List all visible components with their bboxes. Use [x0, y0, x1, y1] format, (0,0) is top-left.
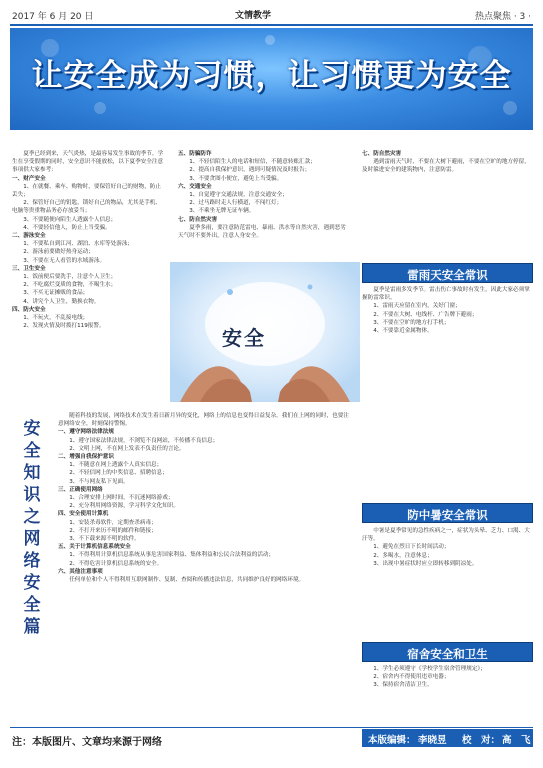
- paragraph: 2、提高自我保护意识，遇到可疑情况及时报告；: [178, 167, 311, 174]
- header-rule: [10, 24, 533, 26]
- footer-note: 注：本版图片、文章均来源于网络: [12, 737, 162, 748]
- tip-line: 3、保持宿舍清洁卫生。: [362, 682, 433, 689]
- paragraph: 3、不要贪图小便宜，避免上当受骗。: [178, 175, 283, 182]
- tip-line: 夏季是雷雨多发季节。雷击伤亡事故时有发生，因此大家必须掌握防雷常识。: [362, 287, 530, 302]
- paragraph: 夏季已经到来，天气炎热，是最容易发生事故的季节。学生在享受假期的同时，安全意识不能放松，以下夏季安全注意事项供大家参考：: [12, 151, 164, 174]
- paragraph: 2、不吃腐烂变质的食物，不喝生水；: [12, 282, 117, 289]
- side-title-char: 全: [23, 595, 41, 615]
- paragraph: 1、在就餐、乘车、购物时，要保管好自己的财物，防止丢失；: [12, 183, 161, 199]
- article-column-middle: [178, 150, 350, 240]
- paragraph: 1、遵守国家法律法规，不浏览不良网站，不传播不良信息；: [58, 437, 219, 444]
- side-title-char: 全: [23, 441, 41, 461]
- box-title-heatstroke: 防中暑安全常识: [407, 508, 488, 522]
- section-heading: 一、遵守网络法律法规: [58, 429, 114, 436]
- section-heading: 三、卫生安全: [12, 265, 46, 272]
- paragraph: 2、保管好自己的钥匙，锁好自己的物品，尤其是手机、电脑等贵重物品务必存放妥当；: [12, 200, 161, 215]
- box-header-heatstroke: [362, 503, 533, 523]
- section-heading: 五、关于计算机信息系统安全: [58, 544, 131, 551]
- paragraph: 2、不打开来历不明的邮件和链接；: [58, 527, 157, 534]
- paragraph: 遇到雷雨天气时，不要在大树下避雨，不要在空旷的地方停留，及时躲进安全的建筑物内，注意防雷。: [362, 159, 530, 174]
- article-column-right: [362, 150, 533, 175]
- paragraph: 3、不要随便向陌生人透露个人信息；: [12, 216, 117, 223]
- page-header: [10, 6, 533, 24]
- masthead: 文情教学: [235, 11, 272, 21]
- proof-name: 高 飞: [502, 735, 531, 746]
- tip-line: 2、不要在大树、电线杆、广告牌下避雨；: [362, 311, 478, 318]
- section-heading: 七、防自然灾害: [362, 151, 402, 157]
- tip-line: 2、多喝水，注意休息；: [362, 552, 433, 559]
- side-title-char: 安: [23, 573, 41, 593]
- tip-line: 3、不要在空旷的地方打手机；: [362, 319, 450, 326]
- paragraph: 2、不得危害计算机信息系统的安全。: [58, 560, 163, 567]
- paragraph: 2、文明上网，不在网上发表不负责任的言论。: [58, 445, 185, 452]
- paragraph: 夏季多雨，要注意防范雷电、暴雨、洪水等自然灾害，遇到恶劣天气时不要外出，注意人身安全。: [178, 224, 346, 240]
- heatstroke-tips: [362, 527, 533, 568]
- side-title-char: 之: [23, 507, 41, 527]
- paragraph: 2、发现火情及时拨打119报警。: [12, 323, 105, 330]
- safety-illustration: [170, 262, 360, 402]
- paragraph: 2、不轻信网上的中奖信息、招聘信息；: [58, 470, 168, 477]
- paragraph: 4、不要轻信他人，防止上当受骗。: [12, 224, 111, 231]
- section-heading: 二、增强自我保护意识: [58, 454, 114, 461]
- section-heading: 一、财产安全: [12, 175, 46, 182]
- tip-line: 1、学生必须遵守《学校学生宿舍管理规定》；: [362, 666, 486, 672]
- paragraph: 3、不要在无人看管的水域游泳。: [12, 257, 106, 264]
- paragraph: 任何单位和个人不得利用互联网制作、复制、查阅和传播违法信息，共同维护良好的网络环境。: [58, 577, 305, 584]
- paragraph: 2、充分利用网络资源，学习科学文化知识。: [58, 503, 180, 510]
- illustration-caption: 安全: [222, 326, 266, 350]
- tip-line: 1、雷雨天应留在室内，关好门窗；: [362, 303, 461, 310]
- paragraph: 2、游泳前要做好热身运动；: [12, 249, 94, 256]
- side-title-char: 知: [23, 463, 41, 483]
- side-title-char: 安: [23, 419, 41, 439]
- tip-line: 2、宿舍内不得使用违章电器；: [362, 674, 450, 681]
- editor-name: 李晓昱: [418, 735, 447, 746]
- section-heading: 四、防火安全: [12, 306, 46, 313]
- network-safety-side-title: [12, 418, 52, 638]
- tip-line: 3、出现中暑症状时应立即转移到阴凉处。: [362, 560, 478, 567]
- paragraph: 3、不乘坐无牌无证车辆。: [178, 208, 255, 215]
- article-column-left: [12, 150, 164, 330]
- section-heading: 七、防自然灾害: [178, 216, 218, 223]
- side-title-char: 识: [23, 485, 41, 505]
- paragraph: 3、不与网友私下见面。: [58, 478, 129, 485]
- paragraph: 1、不得利用计算机信息系统从事危害国家利益、集体利益和公民合法利益的活动；: [58, 552, 275, 559]
- issue-date: 2017 年 6 月 20 日: [12, 12, 94, 22]
- paragraph: 1、不轻信陌生人的电话和短信，不随意转账汇款；: [178, 159, 316, 166]
- box-title-thunderstorm: 雷雨天安全常识: [407, 268, 488, 282]
- paragraph: 1、不随意在网上透露个人真实信息；: [58, 462, 163, 469]
- paragraph: 3、不买无证摊贩的食品；: [12, 290, 89, 297]
- section-label: 热点聚焦 · 3 ·: [474, 12, 531, 22]
- headline-banner: [10, 28, 533, 130]
- section-heading: 四、安全使用计算机: [58, 511, 109, 518]
- section-heading: 二、游泳安全: [12, 233, 46, 240]
- dormitory-tips: [362, 665, 533, 690]
- paragraph: 1、饭前便后要洗手，注意个人卫生；: [12, 274, 117, 281]
- side-title-char: 络: [23, 551, 41, 571]
- paragraph: 1、自觉遵守交通法规，注意交通安全；: [178, 192, 288, 199]
- editor-bar: [362, 729, 533, 747]
- editor-label: 本版编辑：: [368, 735, 416, 746]
- section-heading: 六、其他注意事项: [58, 568, 103, 575]
- proof-label: 校 对：: [462, 735, 501, 746]
- box-title-dormitory: 宿舍安全和卫生: [407, 647, 488, 661]
- box-header-thunderstorm: [362, 263, 533, 283]
- thunderstorm-tips: [362, 286, 533, 335]
- section-heading: 三、正确使用网络: [58, 486, 103, 493]
- paragraph: 3、不下载来源不明的软件。: [58, 536, 140, 543]
- paragraph: 4、讲究个人卫生，勤换衣物。: [12, 298, 100, 305]
- paragraph: 1、不要私自到江河、湖泊、水库等处游泳；: [12, 241, 134, 248]
- tip-line: 中暑是夏季常见的急性疾病之一，症状为头晕、乏力、口渴、大汗等。: [362, 528, 530, 543]
- section-heading: 六、交通安全: [178, 183, 212, 190]
- headline-title: 让安全成为习惯，让习惯更为安全: [31, 58, 512, 94]
- side-title-char: 网: [23, 529, 41, 549]
- tip-line: 4、不要靠近金属物体。: [362, 328, 433, 335]
- paragraph: 随着科技的发展，网络技术在发生着日新月异的变化，网络上的信息也变得日益复杂。我们在上网的同时，也要注意网络安全，时刻保持警惕。: [58, 413, 349, 428]
- section-heading: 五、防骗防诈: [178, 151, 212, 157]
- network-safety-article: [58, 412, 354, 584]
- paragraph: 1、安装杀毒软件，定期查杀病毒；: [58, 519, 157, 526]
- paragraph: 1、不玩火，不乱接电线；: [12, 315, 89, 322]
- box-header-dormitory: [362, 642, 533, 662]
- paragraph: 2、过马路时走人行横道，不闯红灯；: [178, 200, 283, 207]
- paragraph: 1、合理安排上网时间，不沉迷网络游戏；: [58, 495, 174, 502]
- side-title-char: 篇: [23, 617, 41, 637]
- tip-line: 1、避免在烈日下长时间活动；: [362, 544, 450, 551]
- footer-rule: [10, 727, 533, 728]
